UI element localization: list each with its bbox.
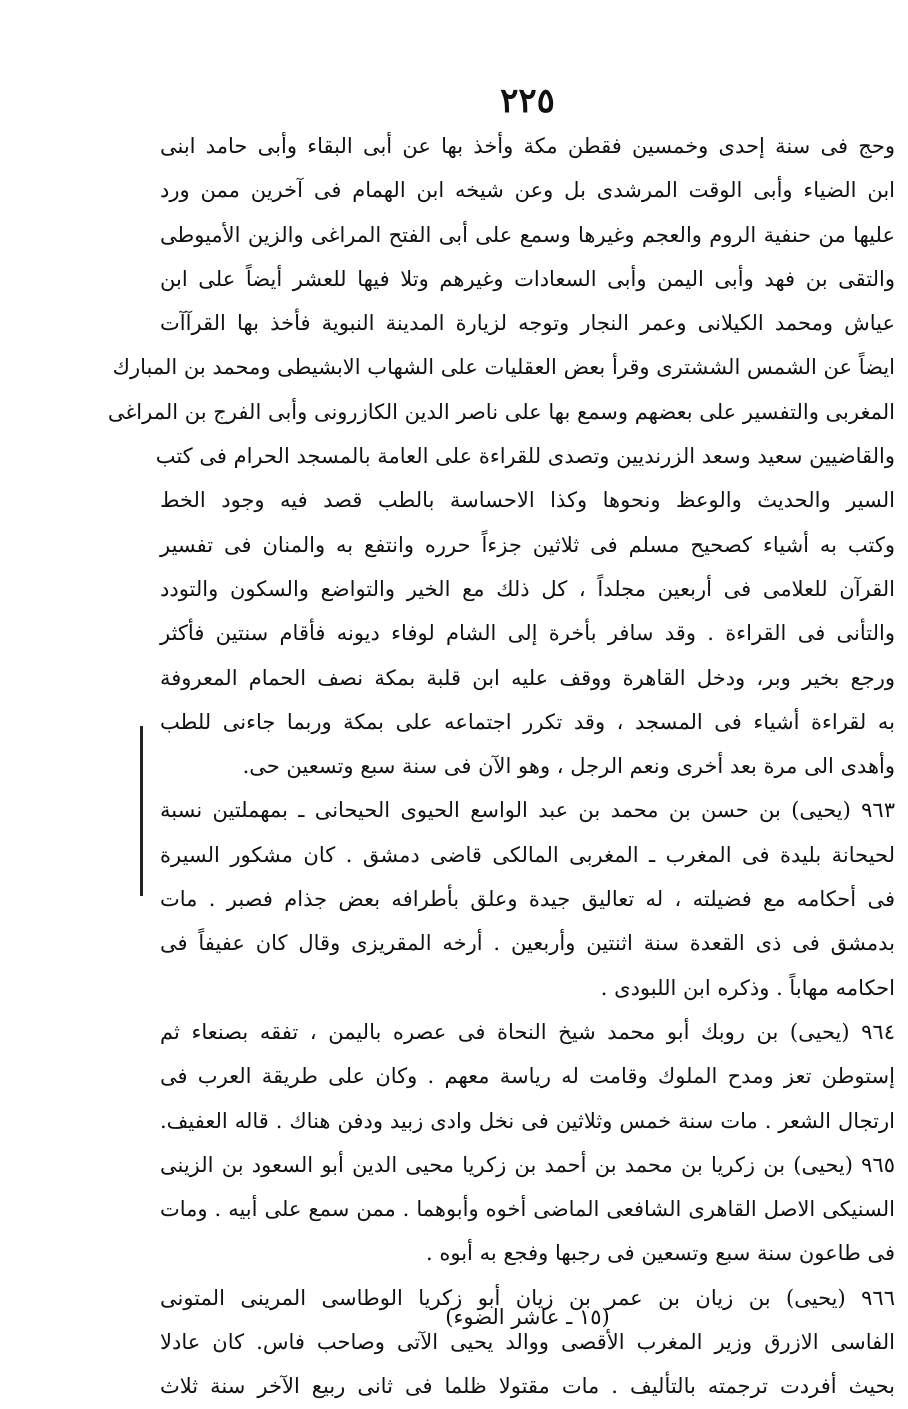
text-line-paragraph-end: فى طاعون سنة سبع وتسعين فى رجبها وفجع به أبوه .	[426, 1241, 895, 1266]
text-line: ارتجال الشعر . مات سنة خمس وثلاثين فى نخل وادى زبيد ودفن هناك . قاله العفيف.	[160, 1108, 895, 1133]
text-line: لحيحانة بليدة فى المغرب ـ المغربى المالكى قاضى دمشق . كان مشكور السيرة	[160, 842, 895, 867]
page	[107, 80, 895, 1399]
text-line: وكتب به أشياء كصحيح مسلم فى ثلاثين جزءاً حرره وانتفع به والمنان فى تفسير	[160, 532, 895, 557]
page-number: ٢٢٥	[500, 81, 555, 121]
text-line: والتأنى فى القراءة . وقد سافر بأخرة إلى الشام لوفاء ديونه فأقام سنتين فأكثر	[160, 621, 895, 646]
page-footer: (١٥ ـ عاشر الضوء)	[445, 1305, 610, 1329]
text-line-paragraph-end: وأهدى الى مرة بعد أخرى ونعم الرجل ، وهو الآن فى سنة سبع وتسعين حى.	[242, 754, 895, 779]
text-line: وحج فى سنة إحدى وخمسين فقطن مكة وأخذ بها عن أبى البقاء وأبى حامد ابنى	[160, 134, 895, 158]
margin-marker-bar	[140, 726, 143, 896]
text-line: المغربى والتفسير على بعضهم وسمع بها على ناصر الدين الكازرونى وأبى الفرج بن المراغى	[107, 399, 895, 424]
text-line: به لقراءة أشياء فى المسجد ، وقد تكرر اجتماعه على بمكة وربما جاءنى للطب	[160, 709, 895, 734]
text-line: بحيث أفردت ترجمته بالتأليف . مات مقتولا ظلما فى ثانى ربيع الآخر سنة ثلاث	[160, 1374, 895, 1399]
text-line: السير والحديث والوعظ ونحوها وكذا الاحساسة بالطب قصد فيه وجود الخط	[160, 488, 895, 513]
text-line: عليها من حنفية الروم والعجم وغيرها وسمع على أبى الفتح المراغى والزين الأميوطى	[160, 222, 895, 247]
text-line: إستوطن تعز ومدح الملوك وقامت له رياسة معهم . وكان على طريقة العرب فى	[160, 1064, 895, 1089]
text-line: السنيكى الاصل القاهرى الشافعى الماضى أخوه وأبوهما . ممن سمع على أبيه . ومات	[160, 1197, 895, 1222]
text-line: ابن الضياء وأبى الوقت المرشدى بل وعن شيخه ابن الهمام فى آخرين ممن ورد	[160, 178, 895, 203]
text-line: فى أحكامه مع فضيلته ، له تعاليق جيدة وعلق بأطرافه بعض جذام فصبر . مات	[160, 887, 895, 912]
text-line: بدمشق فى ذى القعدة سنة اثنتين وأربعين . أرخه المقريزى وقال كان عفيفاً فى	[160, 931, 895, 956]
entry-966-start: ٩٦٦ (يحيى) بن زيان بن عمر بن زيان أبو زكريا الوطاسى المرينى المتونى	[160, 1285, 895, 1310]
text-line-paragraph-end: احكامه مهاباً . وذكره ابن اللبودى .	[600, 975, 895, 1000]
text-line: ايضاً عن الشمس الششترى وقرأ بعض العقليات على الشهاب الابشيطى ومحمد بن المبارك	[112, 355, 895, 380]
text-line: والتقى بن فهد وأبى اليمن وأبى السعادات وغيرهم وتلا فيها للعشر أيضاً على ابن	[160, 266, 895, 291]
text-line: القرآن للعلامى فى أربعين مجلداً ، كل ذلك مع الخير والتواضع والسكون والتودد	[160, 576, 895, 601]
entry-963-start: ٩٦٣ (يحيى) بن حسن بن محمد بن عبد الواسع الحيوى الحيحانى ـ بمهملتين نسبة	[160, 798, 895, 823]
text-line: الفاسى الازرق وزير المغرب الأقصى ووالد يحيى الآتى وصاحب فاس. كان عادلا	[160, 1330, 895, 1355]
body-text	[107, 124, 895, 1409]
entry-964-start: ٩٦٤ (يحيى) بن روبك أبو محمد شيخ النحاة فى عصره باليمن ، تفقه بصنعاء ثم	[160, 1019, 895, 1044]
entry-965-start: ٩٦٥ (يحيى) بن زكريا بن محمد بن أحمد بن زكريا محيى الدين أبو السعود بن الزينى	[160, 1152, 895, 1177]
text-line: ورجع بخير وبر، ودخل القاهرة ووقف عليه ابن قلبة بمكة نصف الحمام المعروفة	[160, 665, 895, 690]
text-line: عياش ومحمد الكيلانى وعمر النجار وتوجه لزيارة المدينة النبوية فأخذ بها القرآآت	[160, 311, 895, 336]
text-line: والقاضيين سعيد وسعد الزرنديين وتصدى للقراءة على العامة بالمسجد الحرام فى كتب	[155, 444, 895, 469]
